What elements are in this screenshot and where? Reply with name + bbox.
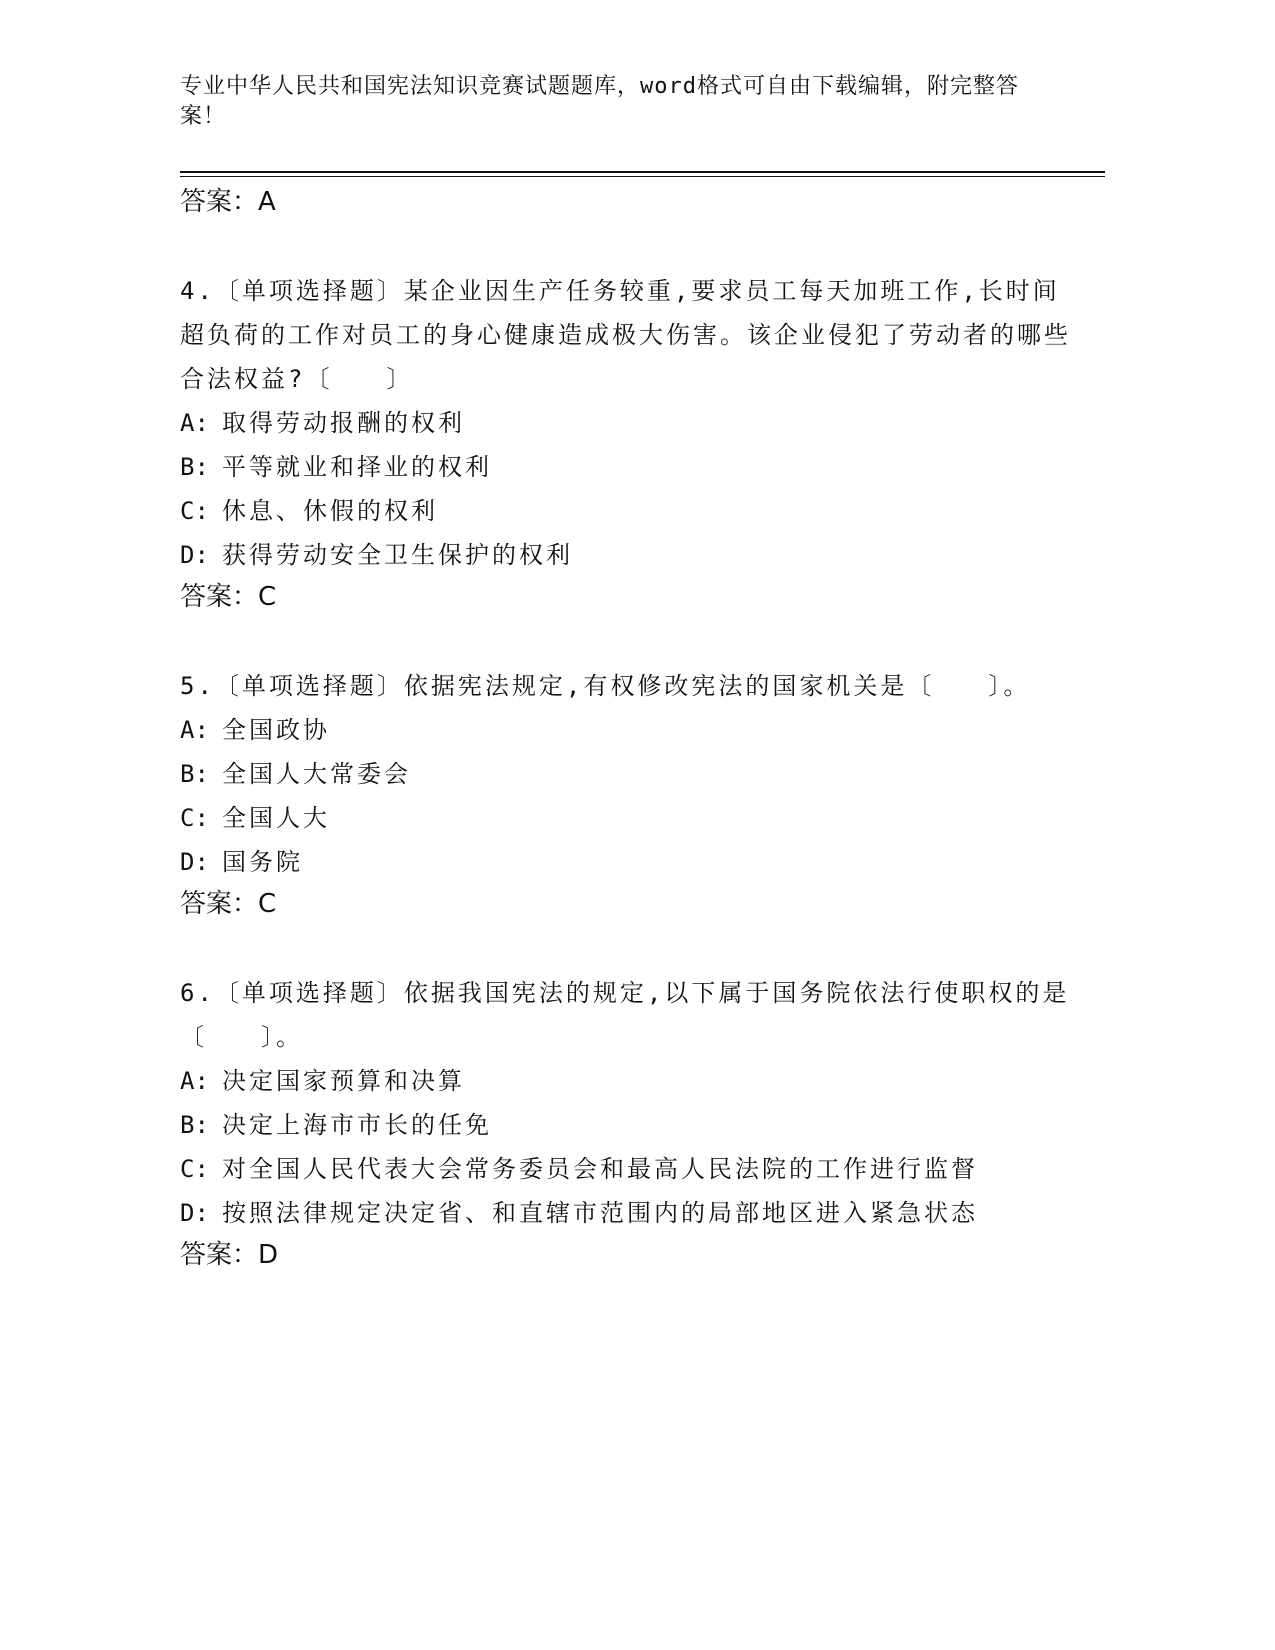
option-text: 获得劳动安全卫生保护的权利 xyxy=(222,541,573,569)
option-letter: A: xyxy=(180,409,209,437)
question-text: 5.〔单项选择题〕依据宪法规定,有权修改宪法的国家机关是〔 〕。 xyxy=(180,672,1031,700)
option-a xyxy=(180,1059,1080,1103)
option-d xyxy=(180,840,1080,884)
option-text: 国务院 xyxy=(222,848,303,876)
option-letter: D: xyxy=(180,1199,209,1227)
option-text: 决定国家预算和决算 xyxy=(222,1067,465,1095)
question-list xyxy=(180,182,1080,1275)
answer-line: 答案：C xyxy=(180,582,277,612)
answer-line: 答案：A xyxy=(180,187,276,217)
option-d xyxy=(180,1191,1080,1235)
option-letter: A: xyxy=(180,716,209,744)
option-b xyxy=(180,752,1080,796)
answer-line: 答案：C xyxy=(180,889,277,919)
option-letter: B: xyxy=(180,1111,209,1139)
option-b xyxy=(180,1103,1080,1147)
option-text: 按照法律规定决定省、和直辖市范围内的局部地区进入紧急状态 xyxy=(222,1199,978,1227)
option-c xyxy=(180,489,1080,533)
answer-line: 答案：D xyxy=(180,1240,279,1270)
option-letter: B: xyxy=(180,760,209,788)
header-divider-bottom xyxy=(180,176,1105,177)
question-text: 4.〔单项选择题〕某企业因生产任务较重,要求员工每天加班工作,长时间超负荷的工作对员工的身心健康造成极大伤害。该企业侵犯了劳动者的哪些合法权益?〔 〕 xyxy=(180,277,1071,393)
question-block xyxy=(180,971,1080,1275)
option-text: 休息、休假的权利 xyxy=(222,497,438,525)
option-a xyxy=(180,401,1080,445)
option-letter: C: xyxy=(180,804,209,832)
question-block xyxy=(180,269,1080,617)
option-letter: A: xyxy=(180,1067,209,1095)
question-text: 6.〔单项选择题〕依据我国宪法的规定,以下属于国务院依法行使职权的是〔 〕。 xyxy=(180,979,1070,1051)
option-letter: B: xyxy=(180,453,209,481)
question-block xyxy=(180,664,1080,924)
option-d xyxy=(180,533,1080,577)
option-text: 全国政协 xyxy=(222,716,330,744)
option-c xyxy=(180,1147,1080,1191)
option-text: 对全国人民代表大会常务委员会和最高人民法院的工作进行监督 xyxy=(222,1155,978,1183)
option-letter: D: xyxy=(180,541,209,569)
page-header-text: 专业中华人民共和国宪法知识竞赛试题题库，word格式可自由下载编辑，附完整答案！ xyxy=(180,74,1019,129)
option-text: 全国人大常委会 xyxy=(222,760,411,788)
option-text: 平等就业和择业的权利 xyxy=(222,453,492,481)
option-letter: D: xyxy=(180,848,209,876)
option-text: 全国人大 xyxy=(222,804,330,832)
option-text: 决定上海市市长的任免 xyxy=(222,1111,492,1139)
option-letter: C: xyxy=(180,1155,209,1183)
header-divider-top xyxy=(180,171,1105,173)
option-c xyxy=(180,796,1080,840)
option-text: 取得劳动报酬的权利 xyxy=(222,409,465,437)
option-letter: C: xyxy=(180,497,209,525)
option-a xyxy=(180,708,1080,752)
option-b xyxy=(180,445,1080,489)
